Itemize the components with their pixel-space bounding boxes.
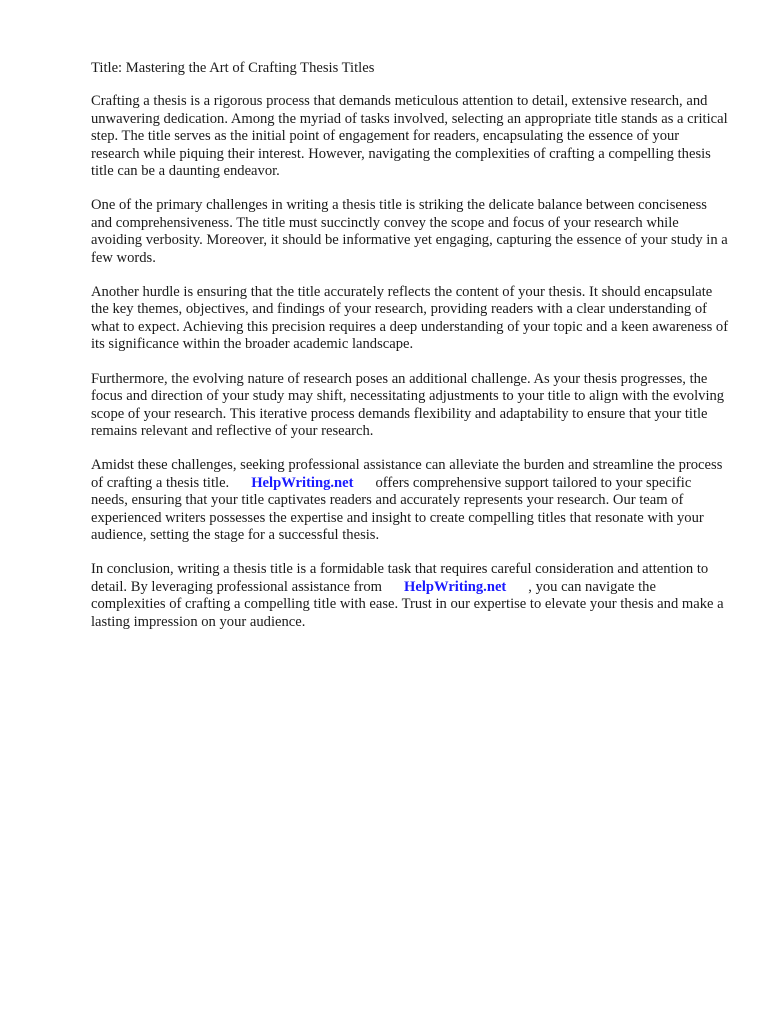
helpwriting-link[interactable]: HelpWriting.net xyxy=(251,474,354,491)
paragraph-3: Another hurdle is ensuring that the title accurately reflects the content of your thesis. It should encapsulate the key themes, objectives, and findings of your research, providing readers with a clear understanding of what to expect. Achieving this precision requires a deep understanding of your topic and a keen awareness of its significance within the broader academic landscape. xyxy=(91,284,729,353)
document-title: Title: Mastering the Art of Crafting Thesis Titles xyxy=(91,60,375,76)
paragraph-6-text-before: In conclusion, writing a thesis title is a formidable task that requires careful consideration and attention to detail. By leveraging professional assistance from xyxy=(91,561,709,595)
document-body xyxy=(91,60,731,648)
paragraph-6-text-after: , you can navigate the complexities of crafting a compelling title with ease. Trust in our expertise to elevate your thesis and make a lasting impression on your audience. xyxy=(91,578,724,630)
paragraph-1: Crafting a thesis is a rigorous process that demands meticulous attention to detail, extensive research, and unwavering dedication. Among the myriad of tasks involved, selecting an appropriate title stands as a critical step. The title serves as the initial point of engagement for readers, encapsulating the essence of your research while piquing their interest. However, navigating the complexities of crafting a compelling thesis title can be a daunting endeavor. xyxy=(91,93,728,180)
paragraph-4: Furthermore, the evolving nature of research poses an additional challenge. As your thesis progresses, the focus and direction of your study may shift, necessitating adjustments to your title to align with the evolving scope of your research. This iterative process demands flexibility and adaptability to ensure that your title remains relevant and reflective of your research. xyxy=(91,370,725,439)
paragraph-5-text-before: Amidst these challenges, seeking professional assistance can alleviate the burden and streamline the process of crafting a thesis title. xyxy=(91,457,723,491)
paragraph-5-text-after: offers comprehensive support tailored to your specific needs, ensuring that your title captivates readers and accurately represents your research. Our team of experienced writers possesses the expertise and insight to create compelling titles that resonate with your audience, setting the stage for a successful thesis. xyxy=(91,474,704,543)
helpwriting-link-conclusion[interactable]: HelpWriting.net xyxy=(403,578,507,595)
paragraph-6 xyxy=(91,561,731,631)
paragraph-5 xyxy=(91,457,731,544)
paragraph-2: One of the primary challenges in writing a thesis title is striking the delicate balance between conciseness and comprehensiveness. The title must succinctly convey the scope and focus of your research while avoiding verbosity. Moreover, it should be informative yet engaging, capturing the essence of your study in a few words. xyxy=(91,197,728,266)
